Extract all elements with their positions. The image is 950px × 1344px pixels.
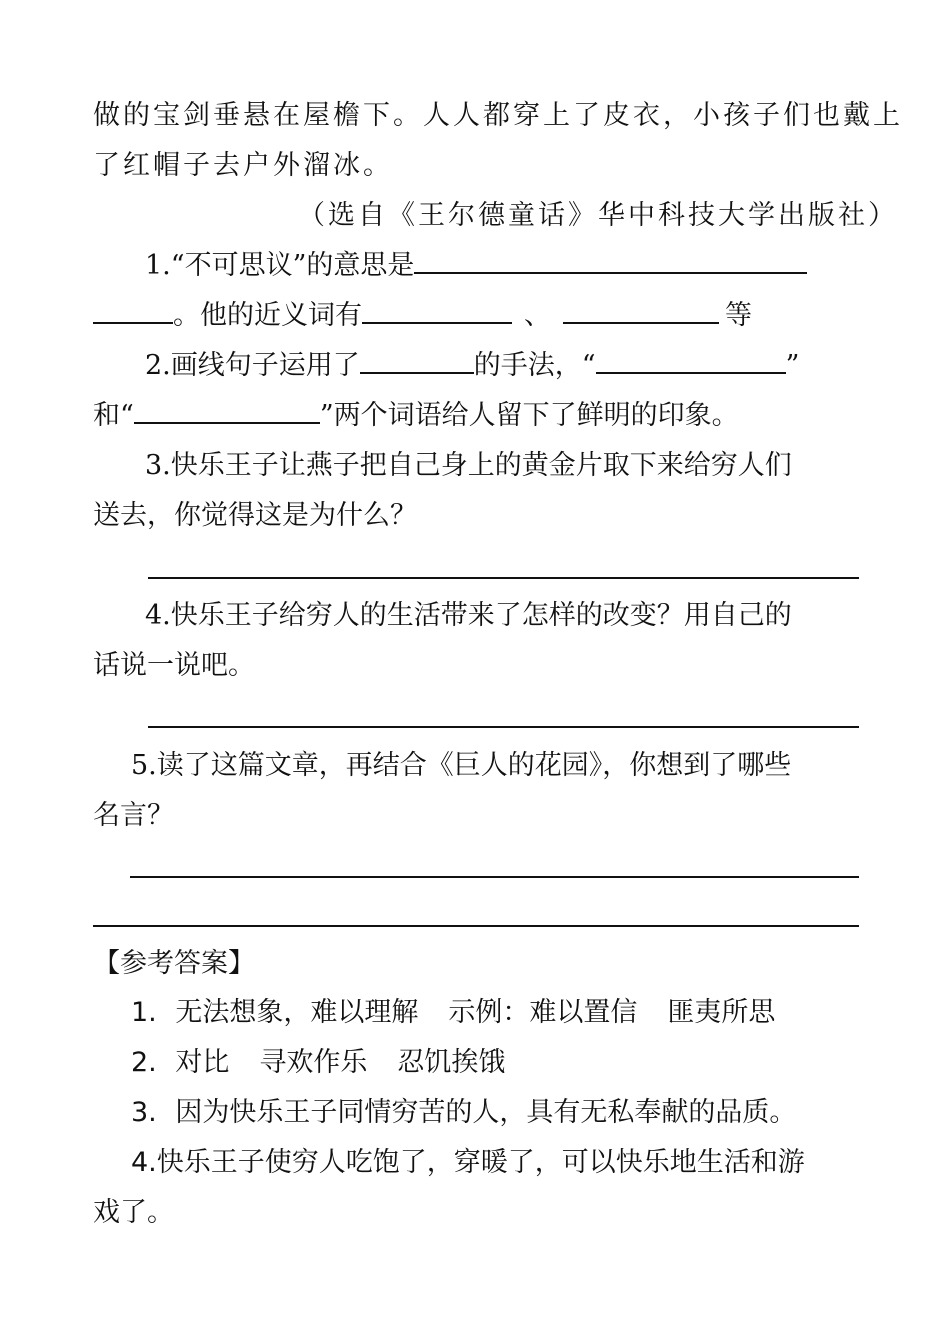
question-1-tail: 等: [725, 300, 752, 331]
answer-2-method: 对比: [175, 1047, 230, 1078]
question-2-text: 2.画线句子运用了: [145, 350, 360, 381]
answer-1-synonym-1: 难以置信: [529, 997, 638, 1028]
answer-1-meaning: 无法想象，难以理解: [175, 997, 419, 1028]
answer-2-number: 2.: [131, 1047, 157, 1078]
question-5-line-2: 名言？: [93, 800, 174, 831]
answer-1-example-label: 示例：: [448, 997, 530, 1028]
answer-3-number: 3.: [131, 1097, 157, 1128]
answer-1: [131, 993, 775, 1033]
question-2-method-blank[interactable]: [360, 346, 474, 374]
question-5-answer-line-2[interactable]: [93, 925, 859, 927]
question-1-synonym-blank-2[interactable]: [563, 296, 719, 324]
question-5-answer-line-1[interactable]: [130, 876, 859, 878]
question-2-word-blank-2[interactable]: [134, 396, 320, 424]
question-1-synonym-label: 。他的近义词有: [173, 300, 362, 331]
answers-heading: 【参考答案】: [93, 948, 255, 979]
question-2-text-d: 和“: [93, 400, 134, 431]
question-2-text-b: 的手法，“: [473, 350, 596, 381]
question-2-text-e: ”两个词语给人留下了鲜明的印象。: [319, 400, 739, 431]
passage-source: （选自《王尔德童话》华中科技大学出版社）: [298, 200, 898, 231]
question-3-line-2: 送去，你觉得这是为什么？: [93, 500, 417, 531]
question-1-meaning-blank-cont[interactable]: [93, 296, 173, 324]
question-2-line-2: [93, 396, 739, 436]
question-1-synonyms: [93, 296, 752, 336]
question-4-line-1: 4.快乐王子给穷人的生活带来了怎样的改变？用自己的: [145, 600, 792, 631]
answer-4-line-2: 戏了。: [93, 1197, 174, 1228]
answer-2: [131, 1043, 505, 1083]
question-2-line-1: [145, 346, 799, 386]
question-3-line-1: 3.快乐王子让燕子把自己身上的黄金片取下来给穷人们: [145, 450, 792, 481]
question-4-line-2: 话说一说吧。: [93, 650, 255, 681]
answer-2-word-2: 忍饥挨饿: [397, 1047, 506, 1078]
question-3-answer-line[interactable]: [148, 577, 859, 579]
question-2-word-blank-1[interactable]: [596, 346, 786, 374]
answer-1-number: 1.: [131, 997, 157, 1028]
answer-1-synonym-2: 匪夷所思: [667, 997, 776, 1028]
answer-2-word-1: 寻欢作乐: [259, 1047, 368, 1078]
question-1-prompt: [145, 246, 807, 286]
answer-3-text: 因为快乐王子同情穷苦的人，具有无私奉献的品质。: [175, 1097, 797, 1128]
passage-line-1: 做的宝剑垂悬在屋檐下。人人都穿上了皮衣，小孩子们也戴上: [93, 100, 903, 131]
passage-line-2: 了红帽子去户外溜冰。: [93, 150, 393, 181]
question-1-separator: 、: [524, 300, 551, 331]
answer-3: [131, 1093, 796, 1133]
answer-4-line-1: 4.快乐王子使穷人吃饱了，穿暖了，可以快乐地生活和游: [131, 1147, 805, 1178]
question-1-synonym-blank-1[interactable]: [362, 296, 512, 324]
question-1-meaning-blank[interactable]: [414, 246, 807, 274]
question-1-text: 1.“不可思议”的意思是: [145, 250, 415, 281]
question-5-line-1: 5.读了这篇文章，再结合《巨人的花园》，你想到了哪些: [131, 750, 792, 781]
question-2-quote-close: ”: [785, 350, 800, 381]
question-4-answer-line[interactable]: [148, 726, 859, 728]
